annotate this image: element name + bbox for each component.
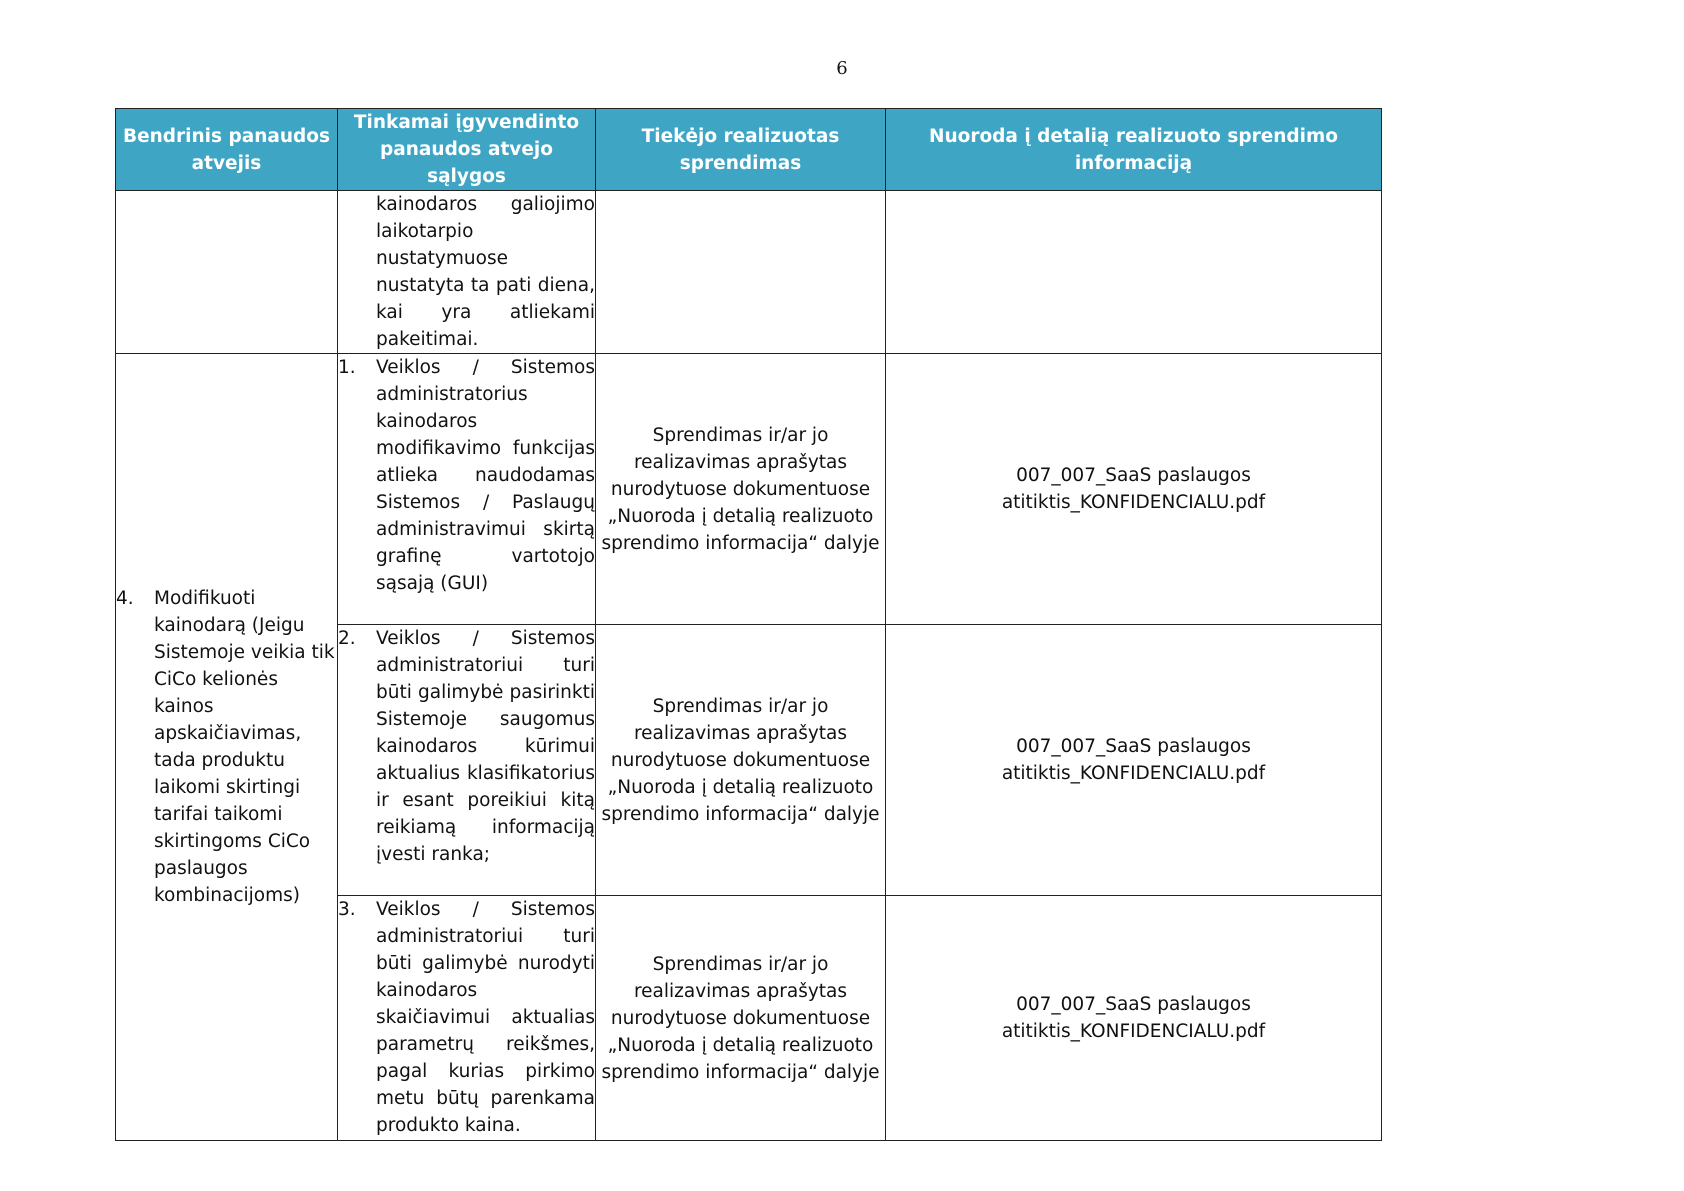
use-case-cell — [116, 354, 338, 1141]
solution-cell: Sprendimas ir/ar jo realizavimas aprašytas nurodytuose dokumentuose „Nuoroda į detalią realizuoto sprendimo informacija“ dalyje — [596, 625, 886, 896]
condition-cell — [338, 625, 596, 896]
header-use-case: Bendrinis panaudos atvejis — [116, 109, 338, 191]
solution-cell: Sprendimas ir/ar jo realizavimas aprašytas nurodytuose dokumentuose „Nuoroda į detalią realizuoto sprendimo informacija“ dalyje — [596, 354, 886, 625]
use-case-number: 4. — [116, 588, 134, 609]
table-header-row — [116, 109, 1382, 191]
condition-text: Veiklos / Sistemos administratoriui turi būti galimybė nurodyti kainodaros skaičiavimui aktualias parametrų reikšmes, pagal kurias pirkimo metu būtų parenkama produkto kaina. — [376, 899, 595, 1136]
reference-cell-empty — [886, 191, 1382, 354]
solution-cell-empty — [596, 191, 886, 354]
use-case-text: Modifikuoti kainodarą (Jeigu Sistemoje veikia tik CiCo kelionės kainos apskaičiavimas, tada produktu laikomi skirtingi tarifai taikomi skirtingoms CiCo paslaugos kombinacijoms) — [154, 588, 335, 906]
condition-number: 2. — [338, 628, 356, 649]
condition-text: Veiklos / Sistemos administratoriui turi būti galimybė pasirinkti Sistemoje saugomus kainodaros kūrimui aktualius klasifikatorius ir esant poreikiui kitą reikiamą informaciją įvesti ranka; — [376, 628, 595, 865]
header-reference: Nuoroda į detalią realizuoto sprendimo informaciją — [886, 109, 1382, 191]
condition-cell — [338, 191, 596, 354]
condition-cell — [338, 354, 596, 625]
page-number: 6 — [836, 58, 848, 79]
condition-number: 1. — [338, 357, 356, 378]
header-solution: Tiekėjo realizuotas sprendimas — [596, 109, 886, 191]
table-row-continued — [116, 191, 1382, 354]
use-case-cell-empty — [116, 191, 338, 354]
condition-text: Veiklos / Sistemos administratorius kainodaros modifikavimo funkcijas atlieka naudodamas Sistemos / Paslaugų administravimui skirtą grafinę vartotojo sąsają (GUI) — [376, 357, 595, 594]
condition-cell — [338, 896, 596, 1141]
reference-cell: 007_007_SaaS paslaugos atitiktis_KONFIDENCIALU.pdf — [886, 354, 1382, 625]
reference-cell: 007_007_SaaS paslaugos atitiktis_KONFIDENCIALU.pdf — [886, 896, 1382, 1141]
reference-cell: 007_007_SaaS paslaugos atitiktis_KONFIDENCIALU.pdf — [886, 625, 1382, 896]
condition-number: 3. — [338, 899, 356, 920]
solution-cell: Sprendimas ir/ar jo realizavimas aprašytas nurodytuose dokumentuose „Nuoroda į detalią realizuoto sprendimo informacija“ dalyje — [596, 896, 886, 1141]
table-row — [116, 354, 1382, 625]
condition-text: kainodaros galiojimo laikotarpio nustatymuose nustatyta ta pati diena, kai yra atliekami pakeitimai. — [376, 194, 595, 350]
header-conditions: Tinkamai įgyvendinto panaudos atvejo sąlygos — [338, 109, 596, 191]
requirements-table — [115, 108, 1382, 1141]
